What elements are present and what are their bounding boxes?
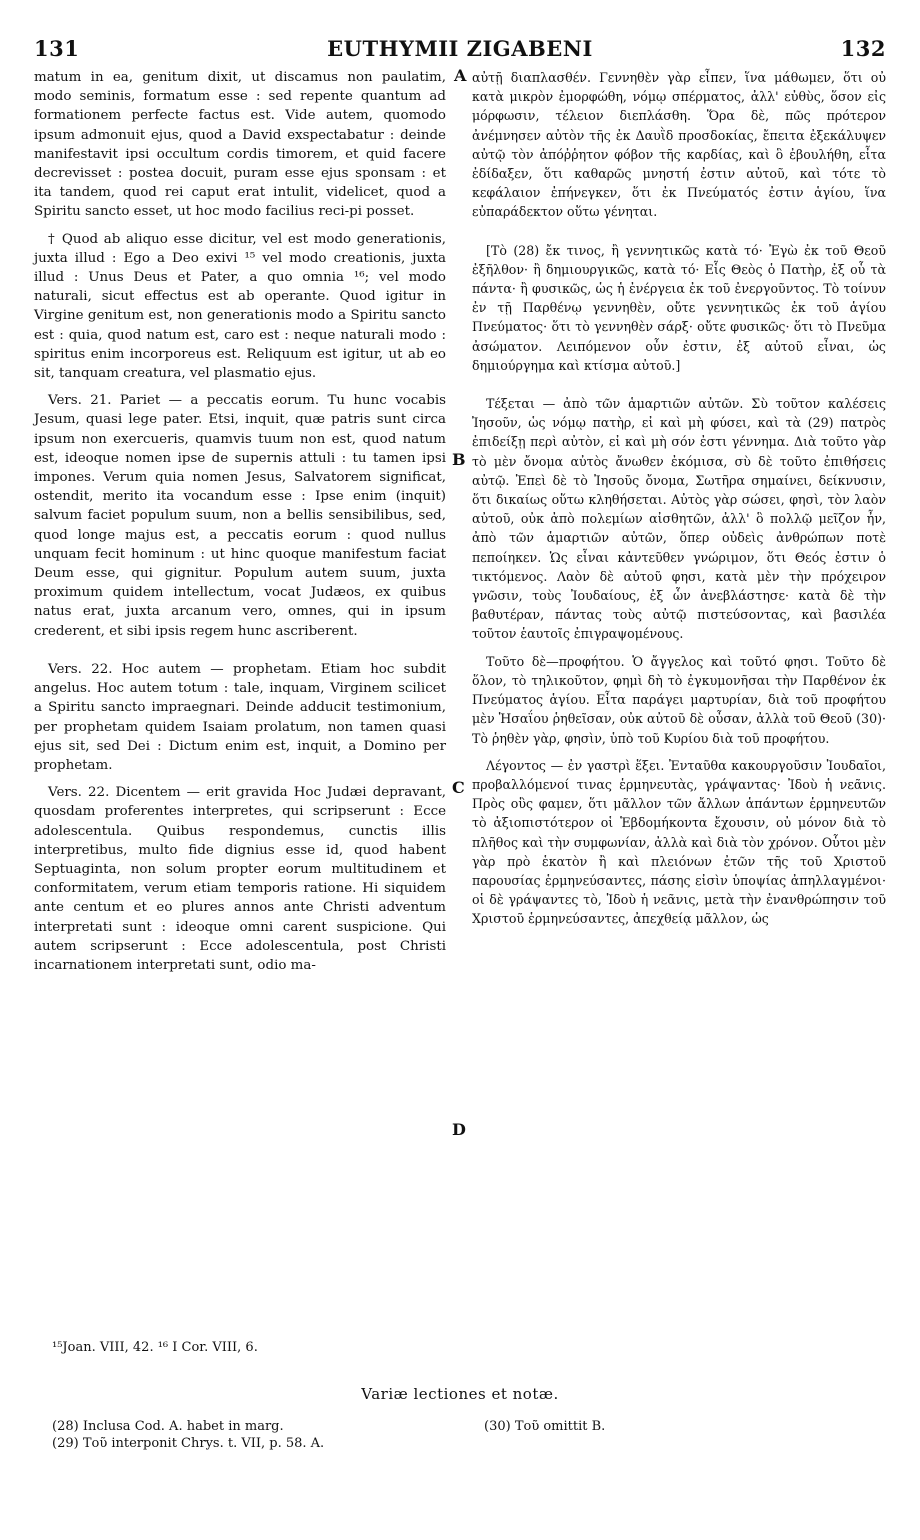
variae-heading: Variæ lectiones et notæ. [361,1385,559,1403]
page-header [34,36,886,66]
margin-letter-c: C [452,778,465,797]
latin-column [34,68,446,975]
latin-paragraph: Vers. 21. Pariet — a peccatis eorum. Tu hunc vocabis Jesum, quasi lege pater. Etsi, inquit, quæ patris sunt circa ipsum non exercueris, quamvis tuum non est, quod natum est, ideoque nomen ipse de supernis attuli : tu tamen ipsi impones. Verum quia nomen Jesus, Salvatorem significat, ostendit, merito ita vocandum esse : Ipse enim (inquit) salvum faciet populum suum, non a bellis sensibilibus, sed, quod longe majus est, a peccatis eorum : quod nullus unquam fecit hominum : ut hinc quoque manifestum faciat Deum esse, qui gignitur. Populum autem suum, juxta proximum quidem intellectum, vocat Judæos, ex quibus natus erat, juxta arcanum vero, omnes, qui in ipsum crederent, et sibi ipsis regem hunc ascriberent. [34,393,446,639]
variant-note: (28) Inclusa Cod. A. habet in marg. [52,1419,284,1434]
greek-paragraph: αὐτῇ διαπλασθέν. Γεννηθὲν γὰρ εἶπεν, ἵνα μάθωμεν, ὅτι οὐ κατὰ μικρὸν ἐμορφώθη, νόμῳ σπέρματος, ἀλλ' εὐθὺς, ὅσον εἰς μόρφωσιν, τέλειον διεπλάσθη. Ὅρα δὲ, πῶς πρότερον ἀνέμνησεν αὐτὸν τῆς ἐκ Δαυῒδ προσδοκίας, ἔπειτα ἐξεκάλυψεν αὐτῷ τὸν ἀπόῤῥητον φόβον τῆς καρδίας, καὶ ὃ ἐβουλήθη, εἶτα ἐδίδαξεν, ὅτι καθαρῶς μνηστή ἐστιν αὐτοῦ, καὶ τότε τὸ κεφάλαιον ἐπήνεγκεν, ὅτι ἐκ Πνεύματός ἐστιν ἁγίου, ἵνα εὐπαράδεκτον οὕτω γένηται. [472,70,886,220]
variant-notes-right [484,1418,605,1435]
margin-letter-b: B [452,450,466,469]
latin-paragraph: Vers. 22. Dicentem — erit gravida Hoc Judæi depravant, quosdam proferentes interpretes, qui scripserunt : Ecce adolescentula. Quibus respondemus, cunctis illis interpretibus, multo fide dignius esse id, quod habent Septuaginta, non solum propter eorum multitudinem et conformitatem, verum etiam temporis ratione. Hi siquidem ante centum et eo plures annos ante Christi adventum interpretati sunt : ideoque omni carent suspicione. Qui autem scripserunt : Ecce adolescentula, post Christi incarnationem interpretati sunt, odio ma- [34,785,446,973]
greek-paragraph: [Τὸ (28) ἔκ τινος, ἢ γεννητικῶς κατὰ τό· Ἐγὼ ἐκ τοῦ Θεοῦ ἐξῆλθον· ἢ δημιουργικῶς, κατὰ τό· Εἷς Θεὸς ὁ Πατὴρ, ἐξ οὗ τὰ πάντα· ἢ φυσικῶς, ὡς ἡ ἐνέργεια ἐκ τοῦ ἐνεργοῦντος. Τὸ τοίνυν ἐν τῇ Παρθένῳ γεννηθὲν, οὔτε γεννητικῶς ἐκ τοῦ ἁγίου Πνεύματος· ὅτι τὸ γεννηθὲν σάρξ· οὔτε φυσικῶς· ὅτι τὸ Πνεῦμα ἀσώματον. Λειπόμενον οὖν ἐστιν, ἐξ αὐτοῦ εἶναι, ὡς δημιούργημα καὶ κτίσμα αὐτοῦ.] [472,242,886,373]
margin-letter-d: D [452,1120,466,1139]
variant-note: (30) Τοῦ omittit B. [484,1419,606,1434]
latin-paragraph: matum in ea, genitum dixit, ut discamus non paulatim, modo seminis, formatum esse : sed repente quantum ad formationem perfecte factus est. Vide autem, quomodo ipsum admonuit ejus, quod a David exspectabatur : deinde manifestavit ipsi occultum cordis timorem, et quid facere decrevisset : postea docuit, puram esse ejus sponsam : et ita tandem, quod rei caput erat intulit, videlicet, quod a Spiritu sancto esset, ut hoc modo facilius reci-pi posset. [34,70,446,220]
greek-paragraph: Τοῦτο δὲ—προφήτου. Ὁ ἄγγελος καὶ τοῦτό φησι. Τοῦτο δὲ ὅλον, τὸ τηλικοῦτον, φημὶ δὴ τὸ ἐγκυμονῆσαι τὴν Παρθένον ἐκ Πνεύματος ἁγίου. Εἶτα παράγει μαρτυρίαν, διὰ τοῦ προφήτου μὲν Ἡσαΐου ῥηθεῖσαν, οὐκ αὐτοῦ δὲ οὖσαν, ἀλλὰ τοῦ Θεοῦ (30)· Τὸ ῥηθὲν γὰρ, φησὶν, ὑπὸ τοῦ Κυρίου διὰ τοῦ προφήτου. [472,653,886,746]
page-number-left: 131 [34,36,80,61]
greek-paragraph: Τέξεται — ἀπὸ τῶν ἁμαρτιῶν αὐτῶν. Σὺ τοῦτον καλέσεις Ἰησοῦν, ὡς νόμῳ πατὴρ, εἰ καὶ μὴ φύσει, καὶ τὰ (29) πατρὸς ἐπιδείξῃ περὶ αὐτὸν, εἰ καὶ μὴ σόν ἐστι γέννημα. Διὰ τοῦτο γὰρ τὸ μὲν ὄνομα αὐτὸς ἄνωθεν ἐκόμισα, σὺ δὲ τοῦτο ἐπιθήσεις αὐτῷ. Ἐπεὶ δὲ τὸ Ἰησοῦς ὄνομα, Σωτῆρα σημαίνει, δείκνυσιν, ὅτι δικαίως οὕτω κληθήσεται. Αὐτὸς γὰρ σώσει, φησὶ, τὸν λαὸν αὐτοῦ, οὐκ ἀπὸ πολεμίων αἰσθητῶν, ἀλλ' ὃ πολλῷ μεῖζον ἦν, ἀπὸ τῶν ἁμαρτιῶν αὐτῶν, ὅπερ οὐδεὶς ἀνθρώπων ποτὲ πεποίηκεν. Ὡς εἶναι κἀντεῦθεν γνώριμον, ὅτι Θεός ἐστιν ὁ τικτόμενος. Λαὸν δὲ αὐτοῦ φησι, κατὰ μὲν τὴν πρόχειρον γνῶσιν, τοὺς Ἰουδαίους, ἐξ ὧν ἀνεβλάστησε· κατὰ δὲ τὴν βαθυτέραν, πάντας τοὺς αὐτῷ πιστεύσοντας, καὶ βασιλέα τοῦτον ἑαυτοῖς ἐπιγραψομένους. [472,396,886,642]
variant-notes-left [52,1418,324,1452]
greek-paragraph: Λέγοντος — ἐν γαστρὶ ἕξει. Ἐνταῦθα κακουργοῦσιν Ἰουδαῖοι, προβαλλόμενοί τινας ἑρμηνευτὰς, γράψαντας· Ἰδοὺ ἡ νεᾶνις. Πρὸς οὓς φαμεν, ὅτι μᾶλλον τῶν ἄλλων ἁπάντων ἑρμηνευτῶν τὸ ἀξιοπιστότερον οἱ Ἑβδομήκοντα ἔχουσιν, οὐ μόνον διὰ τὸ πλῆθος καὶ τὴν συμφωνίαν, ἀλλὰ καὶ διὰ τὸν χρόνον. Οὗτοι μὲν γὰρ πρὸ ἑκατὸν ἢ καὶ πλειόνων ἐτῶν τῆς τοῦ Χριστοῦ παρουσίας ἑρμηνεύσαντες, πάσης εἰσὶν ὑποψίας ἀπηλλαγμένοι· οἱ δὲ γράψαντες τὸ, Ἰδοὺ ἡ νεᾶνις, μετὰ τὴν ἐνανθρώπησιν τοῦ Χριστοῦ ἑρμηνεύσαντες, ἀπεχθείᾳ μᾶλλον, ὡς [472,757,886,927]
latin-paragraph: † Quod ab aliquo esse dicitur, vel est modo generationis, juxta illud : Ego a Deo exivi ¹⁵ vel modo creationis, juxta illud : Unus Deus et Pater, a quo omnia ¹⁶; vel modo naturali, sicut effectus est ab operante. Quod igitur in Virgine genitum est, non generationis modo a Spiritu sancto est : quia, quod natum est, caro est : neque naturali modo : spiritus enim incorporeus est. Reliquum est igitur, ut ab eo sit, tanquam creatura, vel plasmatio ejus. [34,231,446,382]
margin-letter-a: A [454,66,467,85]
greek-column [472,68,886,929]
variant-note: (29) Τοῦ interponit Chrys. t. VII, p. 58. A. [52,1436,325,1451]
running-title: EUTHYMII ZIGABENI [327,36,593,61]
latin-paragraph: Vers. 22. Hoc autem — prophetam. Etiam hoc subdit angelus. Hoc autem totum : tale, inquam, Virginem scilicet a Spiritu sancto impraegnari. Deinde adducit testimonium, per prophetam quidem Isaiam prolatum, non tamen quasi ejus sit, sed Dei : Dictum enim est, inquit, a Domino per prophetam. [34,661,446,773]
footnote-references: ¹⁵Joan. VIII, 42. ¹⁶ I Cor. VIII, 6. [52,1340,258,1355]
page-number-right: 132 [840,36,886,61]
